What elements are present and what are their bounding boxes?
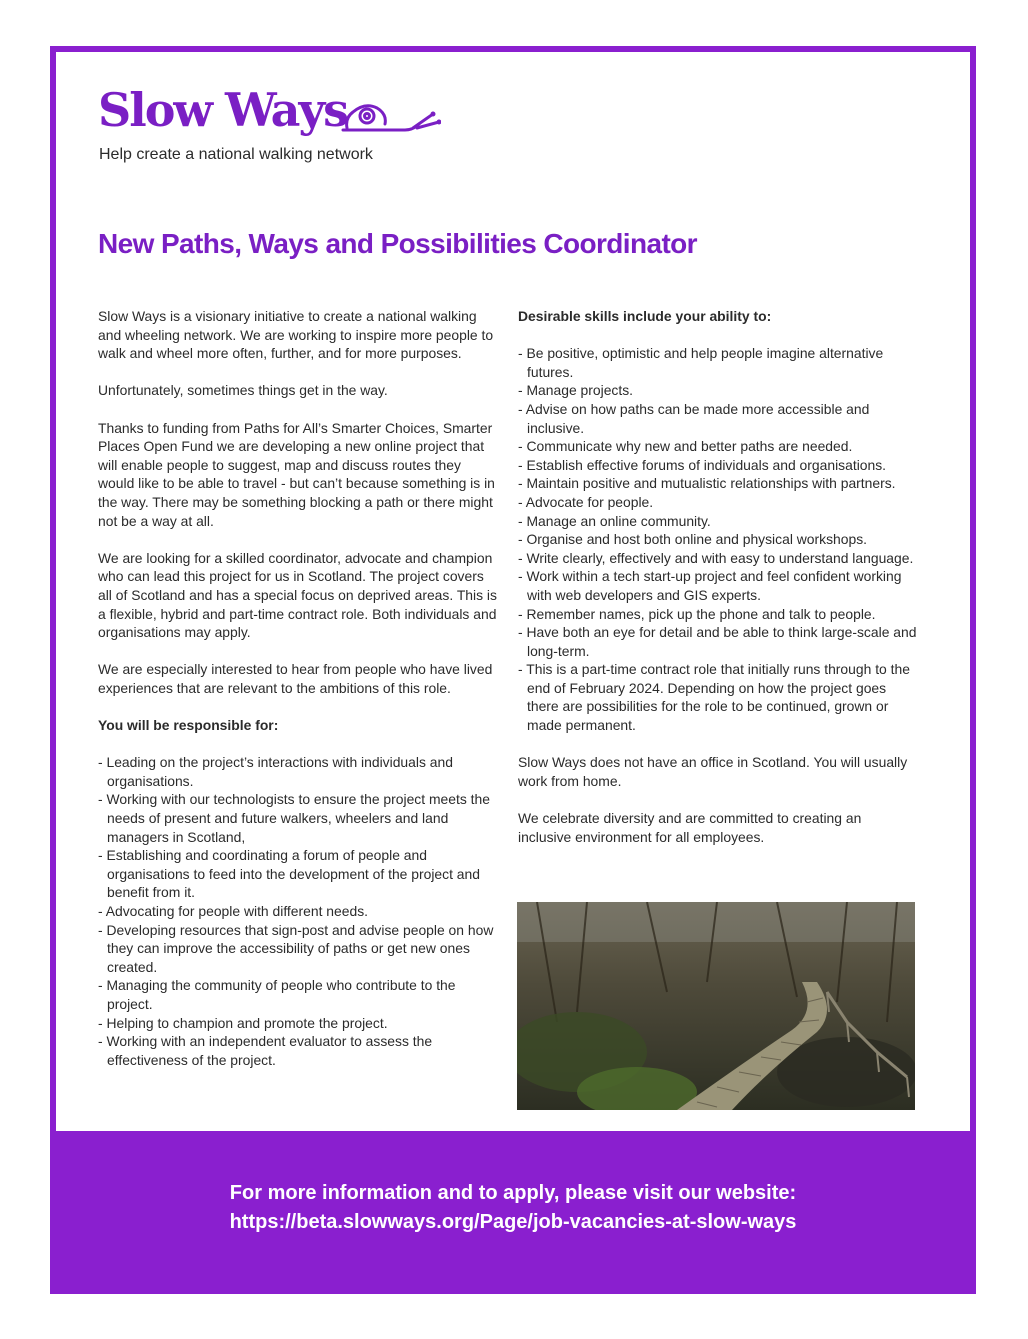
list-item: - Working with an independent evaluator to assess the effectiveness of the project.	[98, 1033, 433, 1068]
list-item: - Manage an online community.	[518, 512, 711, 529]
list-item: - Establish effective forums of individuals and organisations.	[518, 456, 887, 473]
footer-website-link[interactable]: https://beta.slowways.org/Page/job-vacancies-at-slow-ways	[229, 1211, 797, 1233]
logo-text: Slow Ways	[98, 83, 348, 137]
intro-paragraph: Thanks to funding from Paths for All’s Smarter Choices, Smarter Places Open Fund we are developing a new online project that will enable people to suggest, map and discuss routes they would like to be able to travel - but can’t because something is in the way. There may be something blocking a path or there might not be a way at all.	[98, 419, 495, 529]
intro-paragraph: Slow Ways is a visionary initiative to create a national walking and wheeling network. We are working to inspire more people to walk and wheel more often, further, and for more purposes.	[98, 308, 494, 362]
list-item: - Have both an eye for detail and be able to think large-scale and long-term.	[518, 624, 917, 659]
list-item: - Advise on how paths can be made more accessible and inclusive.	[518, 400, 870, 436]
list-item: - Establishing and coordinating a forum of people and organisations to feed into the development of the project and benefit from it.	[98, 847, 480, 901]
list-item: - Working with our technologists to ensure the project meets the needs of present and future walkers, wheelers and land managers in Scotland,	[98, 791, 490, 845]
list-item: - Developing resources that sign-post and advise people on how they can improve the accessibility of paths or get new ones created.	[98, 921, 494, 975]
list-item: - Maintain positive and mutualistic relationships with partners.	[518, 475, 896, 492]
list-item: - Helping to champion and promote the project.	[98, 1014, 388, 1031]
intro-paragraph: We are looking for a skilled coordinator, advocate and champion who can lead this project for us in Scotland. The project covers all of Scotland and has a special focus on deprived areas. This is a flexible, hybrid and part-time contract role. Both individuals and organisations may apply.	[98, 549, 497, 641]
tagline: Help create a national walking network	[99, 146, 373, 163]
list-item: - This is a part-time contract role that initially runs through to the end of February 2024. Depending on how the project goes there are possibilities for the role to be continued, grown or made permanent.	[518, 661, 910, 734]
intro-paragraph: We are especially interested to hear from people who have lived experiences that are relevant to the ambitions of this role.	[98, 661, 493, 696]
list-item: - Managing the community of people who contribute to the project.	[98, 977, 456, 1012]
list-item: - Remember names, pick up the phone and talk to people.	[518, 605, 876, 622]
list-item: - Work within a tech start-up project and feel confident working with web developers and GIS experts.	[518, 568, 902, 603]
snail-icon	[341, 92, 441, 134]
skills-list	[518, 344, 918, 734]
footer-info-text: For more information and to apply, please visit our website:	[229, 1182, 797, 1204]
page-title: New Paths, Ways and Possibilities Coordinator	[98, 228, 697, 259]
responsibilities-list	[98, 753, 498, 1069]
closing-paragraph: Slow Ways does not have an office in Scotland. You will usually work from home.	[518, 754, 908, 789]
responsibilities-heading: You will be responsible for:	[98, 717, 279, 734]
intro-paragraph: Unfortunately, sometimes things get in the way.	[98, 382, 388, 399]
list-item: - Leading on the project’s interactions with individuals and organisations.	[98, 754, 453, 789]
woodland-boardwalk-photo	[517, 902, 915, 1110]
list-item: - Communicate why new and better paths are needed.	[518, 438, 853, 455]
list-item: - Advocate for people.	[518, 493, 654, 510]
left-column	[98, 307, 498, 1088]
list-item: - Be positive, optimistic and help people imagine alternative futures.	[518, 345, 884, 380]
skills-heading: Desirable skills include your ability to:	[518, 308, 772, 324]
logo	[98, 82, 347, 138]
right-column	[518, 307, 918, 865]
list-item: - Advocating for people with different needs.	[98, 903, 369, 919]
list-item: - Manage projects.	[518, 382, 634, 399]
list-item: - Organise and host both online and physical workshops.	[518, 531, 868, 548]
closing-paragraph: We celebrate diversity and are committed to creating an inclusive environment for all employees.	[518, 810, 862, 845]
list-item: - Write clearly, effectively and with easy to understand language.	[518, 549, 914, 566]
